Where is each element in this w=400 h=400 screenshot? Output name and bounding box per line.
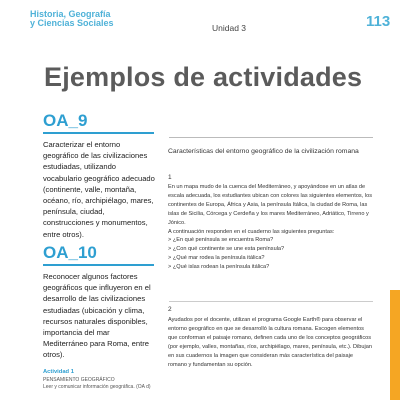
activity-mid-divider xyxy=(169,301,373,302)
subject-title-line2: y Ciencias Sociales xyxy=(30,18,114,28)
question-item: > ¿Con qué continente se une esta península? xyxy=(168,246,285,253)
objective-text-oa9: Caracterizar el entorno geográfico de las civilizaciones estudiadas, utilizando vocabulario geográfico adecuado (continente, valle, montaña, océano, río, archipiélago, mares, península, ciudad, construcciones y monumentos, entre otros). xyxy=(43,140,155,239)
activity-label: Actividad 1 xyxy=(43,369,74,375)
page-header xyxy=(0,0,400,36)
chapter-side-tab xyxy=(390,290,400,400)
activity-title: Características del entorno geográfico de la civilización romana xyxy=(168,148,359,155)
activity-top-divider xyxy=(169,137,373,138)
activity-part-number: 1 xyxy=(168,174,172,181)
subject-title xyxy=(30,10,114,28)
objective-code-oa10: OA_10 xyxy=(43,243,97,262)
subject-title-line1: Historia, Geografía xyxy=(30,9,111,19)
objective-code-oa9: OA_9 xyxy=(43,111,88,130)
unit-label: Unidad 3 xyxy=(212,23,247,33)
skill-description xyxy=(43,377,155,390)
activity-part2-body xyxy=(168,316,373,369)
activity-part-number: 2 xyxy=(168,306,172,313)
page-number: 113 xyxy=(366,13,391,30)
objective-divider xyxy=(43,132,154,134)
activity-part1-paragraph: En un mapa mudo de la cuenca del Mediterráneo, y apoyándose en un atlas de escala adecuada, los estudiantes ubican con colores las siguientes elementos, los continentes de Europa, África y Asia, la península Itálica, la ciudad de Roma, las islas de Sicilia, Córcega y Cerdeña y los mares Mediterráneo, Adriático, Tirreno y Jónico. xyxy=(168,184,372,226)
question-item: > ¿Qué mar rodea la península itálica? xyxy=(168,255,265,262)
question-item: > ¿Qué islas rodean la península itálica? xyxy=(168,264,270,271)
skill-title: PENSAMIENTO GEOGRÁFICO xyxy=(43,377,115,383)
objective-text-oa10: Reconocer algunos factores geográficos que influyeron en el desarrollo de las civilizaciones estudiadas (ubicación y clima, recursos naturales disponibles, importancia del mar Mediterráneo para Roma, entre otros). xyxy=(43,272,151,360)
activity-part2-paragraph: Ayudados por el docente, utilizan el programa Google Earth® para observar el entorno geográfico en que se desarrolló la cultura romana. Escogen elementos que conforman el paisaje romano, definen cada uno de los conceptos geográficos (por ejemplo, valles, montañas, ríos, archipiélago, mares, península, etc.). Dibujan en sus cuadernos la imagen que consideran más característica del paisaje romano y fundamentan su opción. xyxy=(168,317,372,368)
objective-divider xyxy=(43,264,154,266)
page-title: Ejemplos de actividades xyxy=(44,62,363,92)
question-item: > ¿En qué península se encuentra Roma? xyxy=(168,237,274,244)
activity-part1-body xyxy=(168,183,373,272)
activity-part1-intro: A continuación responden en el cuaderno las siguientes preguntas: xyxy=(168,228,335,235)
skill-text: Leer y comunicar información geográfica. (OA d) xyxy=(43,383,151,390)
